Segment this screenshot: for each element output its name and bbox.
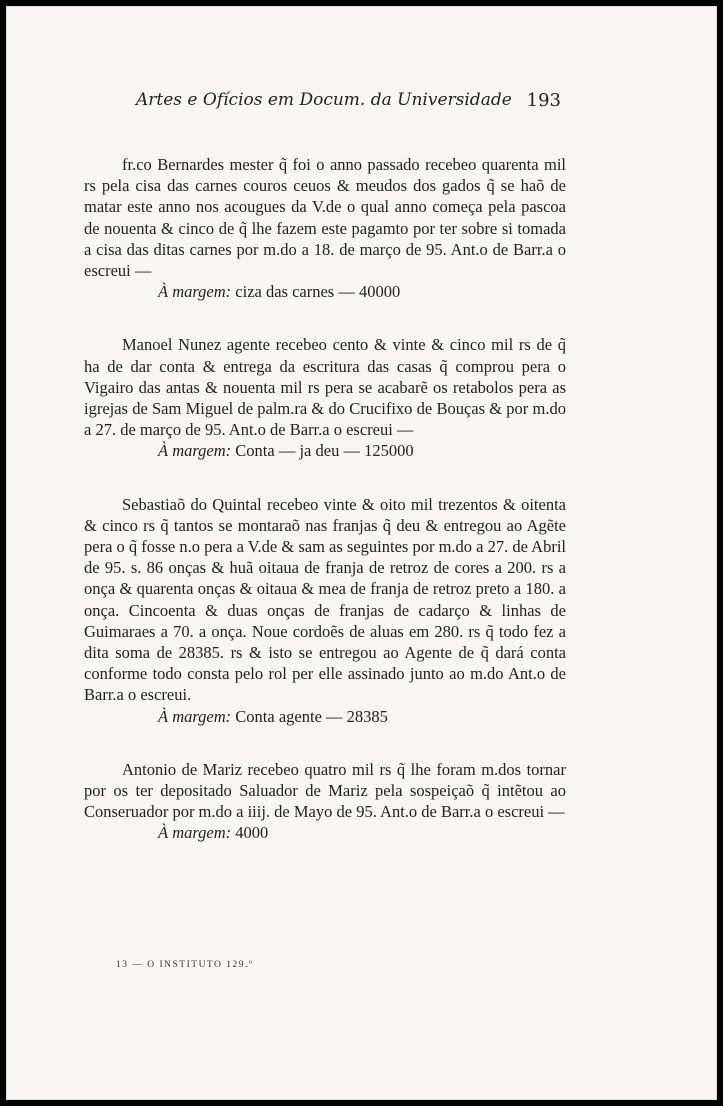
margin-text: Conta agente — 28385 — [235, 706, 388, 726]
margin-text: Conta — ja deu — 125000 — [235, 441, 414, 461]
entry-3 — [84, 494, 566, 727]
entry-4 — [84, 759, 566, 844]
signature-footer: 13 — O INSTITUTO 129.º — [116, 960, 254, 970]
margin-note — [84, 822, 566, 843]
margin-label: À margem: — [158, 823, 232, 843]
margin-note — [84, 281, 566, 302]
running-header — [136, 90, 561, 116]
entry-2 — [84, 334, 566, 461]
page-number: 193 — [526, 90, 561, 111]
margin-note — [84, 440, 566, 461]
margin-label: À margem: — [158, 706, 232, 726]
margin-note — [84, 706, 566, 727]
entry-text: Sebastiaõ do Quintal recebeo vinte & oito mil trezentos & oitenta & cinco rs q̃ tantos se montaraõ nas franjas q̃ deu & entregou ao Agẽte pera o q̃ fosse n.o pera a V.de & sam as seguintes por m.do a 27. de Abril de 95. s. 86 onças & huã oitaua de franja de retroz de cores a 200. rs a onça & quarenta onças & oitaua & mea de franja de retroz preto a 180. a onça. Cincoenta & duas onças de franjas de cadarço & linhas de Guimaraes a 70. a onça. Noue cordoẽs de aluas em 280. rs q̃ todo fez a dita soma de 28385. rs & isto se entregou ao Agente de q̃ dará conta conforme todo consta pelo rol per elle assinado junto ao m.do Ant.o de Barr.a o escreui. — [84, 494, 566, 705]
entry-1 — [84, 154, 566, 302]
margin-text: ciza das carnes — 40000 — [235, 282, 401, 302]
entry-text: fr.co Bernardes mester q̃ foi o anno passado recebeo quarenta mil rs pela cisa das carnes couros ceuos & meudos dos gados q̃ se haõ de matar este anno nos acougues da V.de o qual anno começa pela pascoa de nouenta & cinco de q̃ lhe fazem este pagamto por ter sobre si tomada a cisa das ditas carnes por m.do a 18. de março de 95. Ant.o de Barr.a o escreui — — [84, 155, 566, 281]
body-text — [84, 154, 566, 844]
entry-text: Manoel Nunez agente recebeo cento & vinte & cinco mil rs de q̃ ha de dar conta & entrega da escritura das casas q̃ comprou pera o Vigairo das antas & nouenta mil rs pera se acabarẽ os retabolos pera as igrejas de Sam Miguel de palm.ra & do Crucifixo de Bouças & por m.do a 27. de março de 95. Ant.o de Barr.a o escreui — — [84, 335, 566, 440]
margin-label: À margem: — [158, 282, 232, 302]
header-title: Artes e Ofícios em Docum. da Universidade — [136, 90, 512, 110]
book-page — [6, 6, 717, 1100]
margin-label: À margem: — [158, 441, 232, 461]
margin-text: 4000 — [235, 823, 269, 843]
entry-text: Antonio de Mariz recebeo quatro mil rs q̃ lhe foram m.dos tornar por os ter depositado Saluador de Mariz pela sospeiçaõ q̃ intẽtou ao Conseruador por m.do a iiij. de Mayo de 95. Ant.o de Barr.a o escreui — — [84, 759, 566, 822]
